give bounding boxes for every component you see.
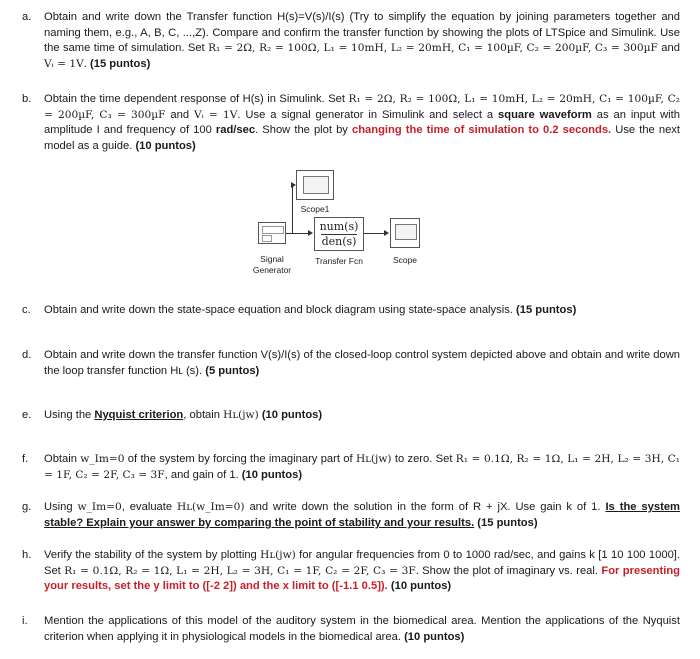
signal-generator-block[interactable]	[258, 222, 286, 244]
text-run: (10 puntos)	[261, 409, 323, 421]
text-run: Obtain and write down the transfer function V(s)/I(s) of the closed-loop control system depicted above and obtain and write down the loop transfer function Hʟ (s).	[44, 349, 680, 377]
text-run: For presenting your results, set the y limit to ([-2 2]) and the x limit to ([-1.1 0.5]).	[44, 564, 680, 593]
text-run: (10 puntos)	[135, 140, 196, 153]
text-run: Vᵢ = 1V	[193, 108, 238, 121]
text-run: Use the next model as a guide.	[44, 124, 681, 153]
text-run: Hʟ(jw)	[223, 409, 259, 421]
text-run: R₁ = 2Ω, R₂ = 100Ω, L₁ = 10mH, L₂ = 20mH, C₁ = 100µF, C₂ = 200µF, C₃ = 300µF	[44, 93, 680, 121]
simulink-diagram	[246, 168, 426, 280]
text-run: Obtain and write down the Transfer function H(s)=V(s)/I(s) (Try to simplify the equation by joining parameters together and naming them, e.g., A, B, C, ...,Z). Compare and confirm the transfer function by showing the plots of LTSpice and Simulink. Use the same time of simulation. Set	[44, 11, 680, 55]
text-run: rad/sec	[215, 124, 256, 137]
transfer-fcn-block[interactable]	[314, 217, 364, 251]
question-label: b.	[22, 93, 32, 105]
text-run: Hʟ(jw)	[355, 453, 392, 465]
signal-generator-label-1: Signal	[260, 254, 284, 264]
text-run: of the system by forcing the imaginary part of	[124, 453, 356, 465]
question-label: c.	[22, 304, 31, 316]
signal-generator-label-2: Generator	[252, 265, 292, 275]
text-run: and	[657, 42, 680, 55]
text-run: Using	[44, 501, 78, 513]
text-run: Obtain and write down the state-space equation and block diagram using state-space analysis.	[44, 304, 517, 316]
question-label: i.	[22, 615, 28, 627]
text-run: Is the system stable? Explain your answer by comparing the point of stability and your results.	[44, 501, 680, 529]
text-run: . Use a signal generator in Simulink and select a	[237, 108, 499, 121]
text-run: (10 puntos)	[390, 580, 452, 593]
text-run: Using the	[44, 409, 95, 421]
text-run: Nyquist criterion	[94, 409, 184, 421]
text-run: changing the time of simulation to 0.2 seconds.	[351, 124, 612, 137]
text-run: (5 puntos)	[205, 364, 260, 377]
tf-denominator: den(s)	[321, 235, 357, 248]
arrowhead-tf-to-scope	[384, 230, 389, 236]
text-run: (15 puntos)	[477, 516, 538, 529]
question-text	[44, 303, 680, 319]
text-run: as an input with amplitude I and frequency of 100	[44, 108, 680, 137]
question-label: a.	[22, 11, 32, 23]
text-run: Obtain	[44, 453, 81, 465]
question-label: f.	[22, 453, 29, 465]
question-text	[44, 10, 680, 73]
question-label: d.	[22, 349, 32, 361]
text-run: , and gain of 1.	[164, 468, 242, 481]
question-text	[44, 452, 680, 483]
scope1-block[interactable]	[296, 170, 334, 200]
tf-numerator: num(s)	[319, 220, 359, 233]
text-run: to zero. Set	[391, 453, 456, 465]
text-run: . Show the plot of imaginary vs. real.	[415, 564, 602, 577]
scope-label: Scope	[392, 255, 418, 265]
text-run: and	[165, 108, 194, 121]
text-run: , obtain	[183, 409, 224, 421]
text-run: Vᵢ = 1V	[44, 58, 84, 71]
arrow-branch-vertical	[292, 185, 293, 233]
arrowhead-gen-to-tf	[308, 230, 313, 236]
question-text	[44, 614, 680, 645]
text-run: and write down the solution in the form of R + jX. Use gain k of 1.	[244, 501, 606, 513]
text-run: Obtain the time dependent response of H(s) in Simulink. Set	[44, 93, 349, 105]
question-label: g.	[22, 501, 32, 513]
text-run: R₁ = 0.1Ω, R₂ = 1Ω, L₁ = 2H, L₂ = 3H, C₁ = 1F, C₂ = 2F, C₃ = 3F	[64, 564, 416, 577]
text-run: .	[83, 58, 91, 71]
question-text	[44, 348, 680, 379]
text-run: R₁ = 0.1Ω, R₂ = 1Ω, L₁ = 2H, L₂ = 3H, C₁ = 1F, C₂ = 2F, C₃ = 3F	[44, 453, 680, 481]
text-run: Hʟ(w_Im=0)	[177, 501, 245, 513]
text-run: square waveform	[498, 108, 592, 121]
text-run: w_Im=0	[77, 501, 122, 513]
text-run: (15 puntos)	[516, 304, 577, 316]
question-text	[44, 408, 680, 424]
question-text	[44, 92, 680, 155]
scope1-label: Scope1	[300, 204, 330, 214]
text-run: Hʟ(jw)	[260, 549, 296, 561]
text-run: for angular frequencies from 0 to 1000 rad/sec, and gains k [1 10 100 1000]. Set	[44, 549, 681, 577]
text-run: (10 puntos)	[241, 468, 303, 481]
transfer-fcn-label: Transfer Fcn	[315, 256, 363, 266]
question-label: e.	[22, 409, 32, 421]
arrow-gen-to-tf	[286, 233, 309, 234]
text-run: (15 puntos)	[90, 58, 151, 71]
question-label: h.	[22, 549, 32, 561]
text-run: (10 puntos)	[404, 630, 465, 643]
text-run: Verify the stability of the system by plotting	[44, 549, 261, 561]
text-run: Mention the applications of this model of the auditory system in the biomedical area. Mention the applications of the Nyquist criterion when applying it in physiological models in the biomedical area.	[44, 615, 680, 643]
question-text	[44, 500, 680, 531]
text-run: w_Im=0	[80, 453, 125, 465]
text-run: . Show the plot by	[255, 124, 352, 137]
question-text	[44, 548, 680, 595]
text-run: R₁ = 2Ω, R₂ = 100Ω, L₁ = 10mH, L₂ = 20mH, C₁ = 100µF, C₂ = 200µF, C₃ = 300µF	[208, 42, 658, 55]
text-run: , evaluate	[121, 501, 178, 513]
arrowhead-to-scope1	[291, 182, 296, 188]
scope-block[interactable]	[390, 218, 420, 248]
arrow-tf-to-scope	[364, 233, 385, 234]
